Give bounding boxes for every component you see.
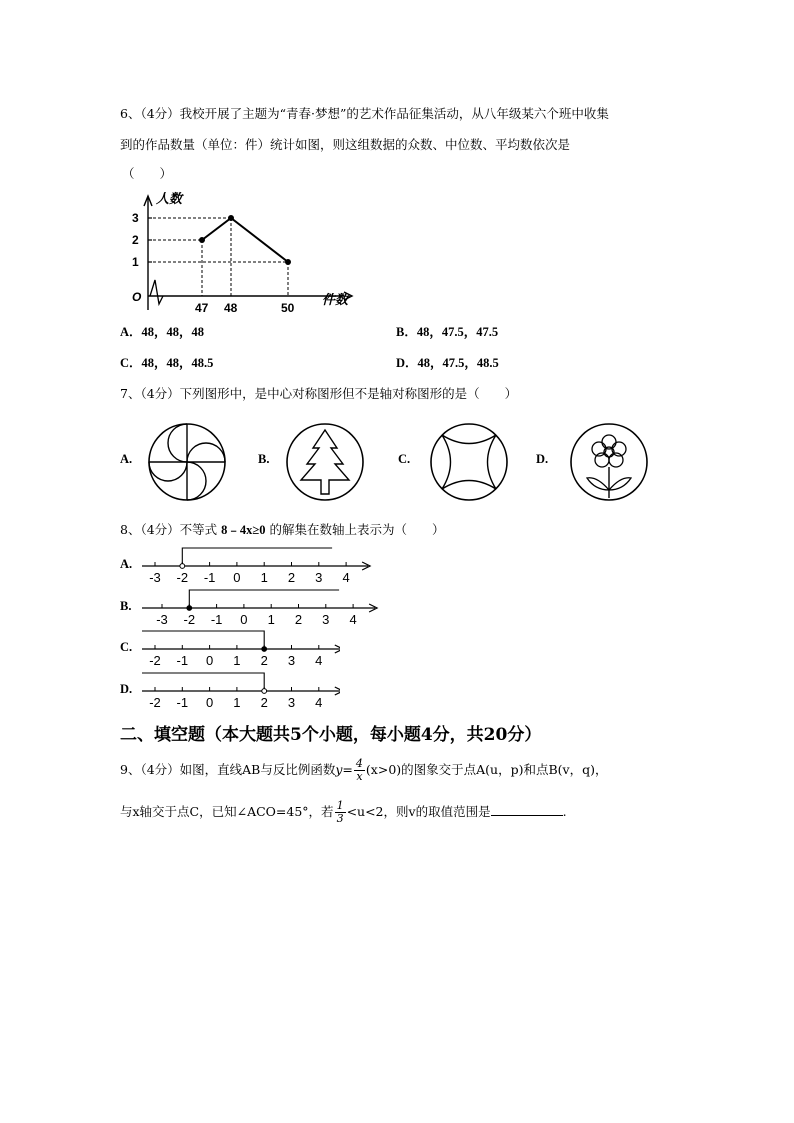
q6-option-d[interactable]: D．48，47.5，48.5 — [396, 356, 499, 370]
number-line-tick-label: -1 — [210, 612, 223, 627]
q9-line2 — [120, 800, 567, 825]
q7-stem: 7、（4分）下列图形中，是中心对称图形但不是轴对称图形的是（ ） — [120, 386, 518, 401]
q8-stem-pre: 8、（4分）不等式 — [120, 522, 218, 537]
number-line-tick-label: 1 — [233, 695, 241, 710]
solution-range — [142, 631, 264, 649]
q9-y-equals: y= — [335, 762, 353, 777]
q6-option-c[interactable]: C．48，48，48.5 — [120, 356, 214, 370]
q8-label-b[interactable]: B. — [120, 599, 132, 613]
q8-stem — [120, 520, 445, 538]
q6-line-chart — [112, 186, 372, 316]
q9-answer-blank[interactable] — [491, 803, 563, 816]
number-line-tick-label: 4 — [315, 653, 323, 668]
y-tick-label: 3 — [132, 211, 139, 225]
number-line-tick-label: 3 — [287, 653, 296, 668]
open-endpoint — [180, 564, 185, 569]
number-line-tick-label: -2 — [183, 612, 196, 627]
q8-label-a[interactable]: A. — [120, 557, 133, 571]
q6-stem-line2: 到的作品数量（单位：件）统计如图，则这组数据的众数、中位数、平均数依次是 — [120, 137, 571, 152]
q9-line1-post: 的图象交于点A(u，p)和点B(v，q)， — [401, 762, 608, 777]
number-line-tick-label: -3 — [156, 612, 168, 627]
number-line-tick-label: 4 — [315, 695, 323, 710]
q7-label-c[interactable]: C. — [398, 452, 411, 466]
q9-line1-pre: 9、（4分）如图，直线AB与反比例函数 — [120, 762, 336, 777]
solution-range — [142, 673, 264, 691]
origin-label: O — [132, 290, 142, 304]
number-line-tick-label: -3 — [149, 570, 161, 585]
number-line-tick-label: 2 — [260, 695, 268, 710]
q8-numberline-c[interactable] — [140, 627, 340, 669]
q9-line2-post: <u<2，则v的取值范围是 — [346, 804, 491, 819]
x-tick-label: 50 — [281, 301, 295, 315]
q8-stem-post: 的解集在数轴上表示为（ ） — [269, 522, 445, 537]
q9-line2-pre: 与x轴交于点C，已知∠ACO=45°，若 — [120, 804, 334, 819]
number-line-tick-label: -1 — [176, 653, 189, 668]
q9-line1 — [120, 758, 608, 783]
data-point — [228, 215, 234, 221]
curved-square-figure[interactable] — [427, 420, 511, 504]
q8-stem-expr: 8﹣4x≥0 — [221, 523, 266, 537]
q8-numberline-a[interactable] — [140, 544, 372, 586]
q8-numberline-d[interactable] — [140, 669, 340, 711]
q9-fraction-4-over-x: $\frac{4}{x}$ — [355, 757, 363, 783]
section-2-title: 二、填空题（本大题共5个小题，每小题4分，共20分） — [120, 725, 542, 745]
number-line-tick-label: 2 — [287, 570, 296, 585]
q7-label-a[interactable]: A. — [120, 452, 133, 466]
number-line-tick-label: 3 — [287, 695, 296, 710]
y-tick-label: 1 — [132, 255, 139, 269]
q6-option-a[interactable]: A．48，48，48 — [120, 325, 205, 339]
number-line-tick-label: 3 — [315, 570, 323, 585]
pinwheel-figure[interactable] — [145, 420, 229, 504]
q9-condition: (x>0) — [365, 762, 402, 777]
axis-break — [150, 280, 163, 304]
number-line-tick-label: -1 — [176, 695, 189, 710]
q6-answer-paren: （ ） — [122, 166, 173, 181]
number-line-tick-label: -2 — [149, 695, 161, 710]
solution-range — [182, 548, 332, 566]
flower-figure[interactable] — [567, 420, 651, 504]
q7-label-d[interactable]: D. — [536, 452, 549, 466]
number-line-tick-label: -2 — [149, 653, 161, 668]
q9-line2-end: . — [562, 804, 567, 819]
pine-tree-figure[interactable] — [283, 420, 367, 504]
number-line-tick-label: 1 — [267, 612, 275, 627]
q9-fraction-1-over-3: $\frac{1}{3}$ — [336, 799, 344, 825]
q8-numberline-b[interactable] — [140, 586, 380, 628]
y-axis-label: 人数 — [156, 191, 183, 206]
series-line — [202, 218, 288, 262]
number-line-tick-label: 3 — [322, 612, 330, 627]
number-line-tick-label: 1 — [260, 570, 268, 585]
q6-option-b[interactable]: B．48，47.5，47.5 — [396, 325, 499, 339]
q8-label-d[interactable]: D. — [120, 682, 133, 696]
closed-endpoint — [187, 606, 192, 611]
data-point — [199, 237, 205, 243]
data-point — [285, 259, 291, 265]
x-tick-label: 48 — [224, 301, 238, 315]
open-endpoint — [262, 689, 267, 694]
q6-stem-line1: 6、（4分）我校开展了主题为“青春·梦想”的艺术作品征集活动，从八年级某六个班中收集 — [120, 106, 609, 121]
number-line-tick-label: 0 — [233, 570, 241, 585]
x-tick-label: 47 — [195, 301, 209, 315]
number-line-tick-label: 2 — [294, 612, 303, 627]
y-tick-label: 2 — [132, 233, 139, 247]
number-line-tick-label: -1 — [203, 570, 216, 585]
number-line-tick-label: 0 — [205, 653, 214, 668]
number-line-tick-label: -2 — [176, 570, 189, 585]
q7-label-b[interactable]: B. — [258, 452, 270, 466]
x-axis-label: 件数 — [322, 292, 349, 307]
number-line-tick-label: 4 — [349, 612, 357, 627]
q8-label-c[interactable]: C. — [120, 640, 133, 654]
number-line-tick-label: 1 — [233, 653, 241, 668]
closed-endpoint — [262, 647, 267, 652]
number-line-tick-label: 0 — [240, 612, 248, 627]
number-line-tick-label: 2 — [260, 653, 268, 668]
number-line-tick-label: 0 — [205, 695, 214, 710]
solution-range — [189, 590, 339, 608]
number-line-tick-label: 4 — [342, 570, 350, 585]
